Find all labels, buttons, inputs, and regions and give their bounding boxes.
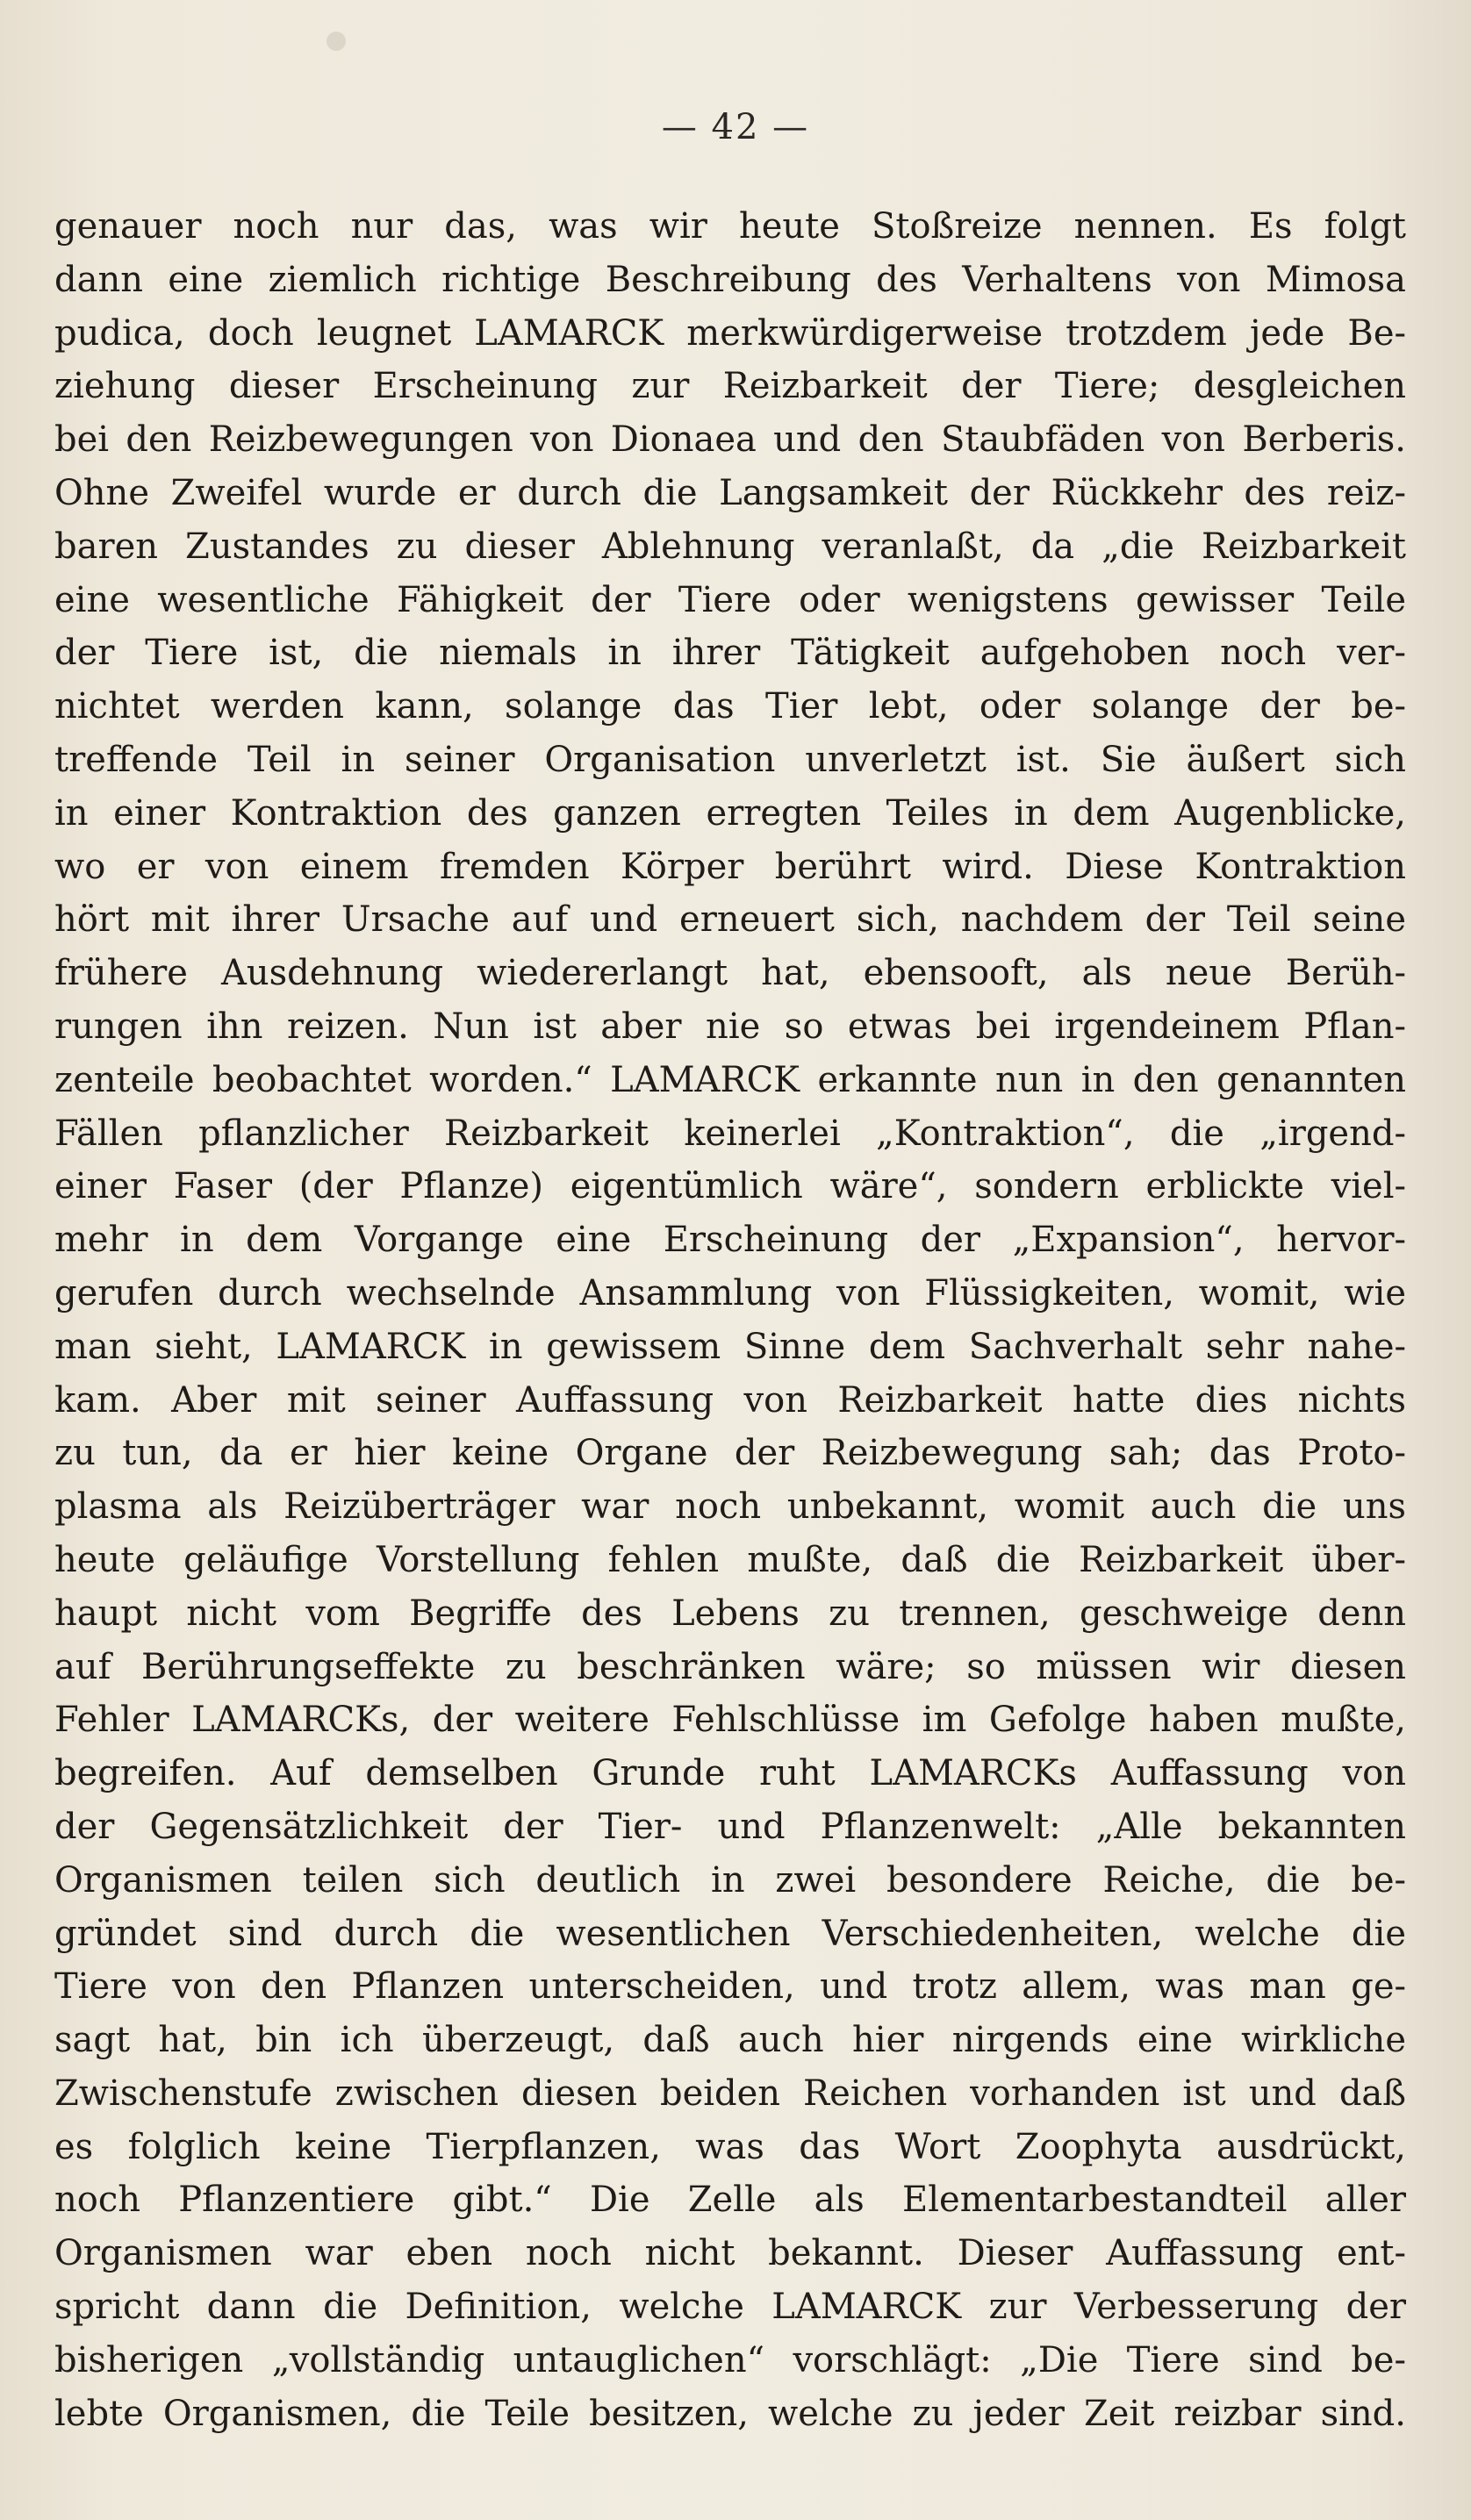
text-line: Zwischenstufe zwischen diesen beiden Reichen vorhanden ist und daß	[54, 2073, 1406, 2114]
body-text	[54, 200, 1406, 2440]
text-line: Fehler LAMARCKs, der weitere Fehlschlüsse im Gefolge haben mußte,	[54, 1700, 1406, 1741]
text-line: nichtet werden kann, solange das Tier lebt, oder solange der be-	[54, 686, 1406, 727]
text-line: Organismen teilen sich deutlich in zwei besondere Reiche, die be-	[54, 1859, 1406, 1901]
text-line: rungen ihn reizen. Nun ist aber nie so etwas bei irgendeinem Pflan-	[54, 1006, 1406, 1047]
text-line: genauer noch nur das, was wir heute Stoßreize nennen. Es folgt	[54, 206, 1406, 247]
text-line: der Gegensätzlichkeit der Tier- und Pflanzenwelt: „Alle bekannten	[54, 1806, 1406, 1847]
text-line: dann eine ziemlich richtige Beschreibung des Verhaltens von Mimosa	[54, 259, 1406, 300]
text-line: der Tiere ist, die niemals in ihrer Tätigkeit aufgehoben noch ver-	[54, 633, 1406, 674]
text-line: bisherigen „vollständig untauglichen“ vorschlägt: „Die Tiere sind be-	[54, 2339, 1406, 2380]
text-line: mehr in dem Vorgange eine Erscheinung der „Expansion“, hervor-	[54, 1220, 1406, 1261]
text-line: zu tun, da er hier keine Organe der Reizbewegung sah; das Proto-	[54, 1433, 1406, 1474]
text-line: kam. Aber mit seiner Auffassung von Reizbarkeit hatte dies nichts	[54, 1379, 1406, 1421]
text-line: gerufen durch wechselnde Ansammlung von Flüssigkeiten, womit, wie	[54, 1272, 1406, 1314]
text-line: treffende Teil in seiner Organisation unverletzt ist. Sie äußert sich	[54, 739, 1406, 780]
text-line: begreifen. Auf demselben Grunde ruht LAMARCKs Auffassung von	[54, 1753, 1406, 1794]
text-line: man sieht, LAMARCK in gewissem Sinne dem Sachverhalt sehr nahe-	[54, 1326, 1406, 1367]
text-line: auf Berührungseffekte zu beschränken wäre; so müssen wir diesen	[54, 1646, 1406, 1687]
page-number: — 42 —	[661, 107, 810, 147]
paper-spot	[326, 32, 346, 51]
text-line: wo er von einem fremden Körper berührt wird. Diese Kontraktion	[54, 846, 1406, 887]
text-line: eine wesentliche Fähigkeit der Tiere oder wenigstens gewisser Teile	[54, 579, 1406, 620]
text-line: lebte Organismen, die Teile besitzen, welche zu jeder Zeit reizbar sind.	[54, 2393, 1406, 2434]
text-line: Organismen war eben noch nicht bekannt. Dieser Auffassung ent-	[54, 2233, 1406, 2274]
text-line: in einer Kontraktion des ganzen erregten Teiles in dem Augenblicke,	[54, 792, 1406, 834]
text-line: Ohne Zweifel wurde er durch die Langsamkeit der Rückkehr des reiz-	[54, 472, 1406, 513]
text-line: gründet sind durch die wesentlichen Verschiedenheiten, welche die	[54, 1913, 1406, 1954]
text-line: hört mit ihrer Ursache auf und erneuert sich, nachdem der Teil seine	[54, 899, 1406, 941]
text-line: sagt hat, bin ich überzeugt, daß auch hier nirgends eine wirkliche	[54, 2020, 1406, 2061]
text-line: frühere Ausdehnung wiedererlangt hat, ebensooft, als neue Berüh-	[54, 953, 1406, 994]
text-line: bei den Reizbewegungen von Dionaea und den Staubfäden von Berberis.	[54, 419, 1406, 461]
text-line: einer Faser (der Pflanze) eigentümlich wäre“, sondern erblickte viel-	[54, 1166, 1406, 1207]
text-line: Tiere von den Pflanzen unterscheiden, und trotz allem, was man ge-	[54, 1966, 1406, 2008]
text-line: haupt nicht vom Begriffe des Lebens zu trennen, geschweige denn	[54, 1593, 1406, 1634]
text-line: baren Zustandes zu dieser Ablehnung veranlaßt, da „die Reizbarkeit	[54, 526, 1406, 567]
text-line: pudica, doch leugnet LAMARCK merkwürdigerweise trotzdem jede Be-	[54, 312, 1406, 354]
text-line: zenteile beobachtet worden.“ LAMARCK erkannte nun in den genannten	[54, 1059, 1406, 1100]
text-line: heute geläufige Vorstellung fehlen mußte, daß die Reizbarkeit über-	[54, 1539, 1406, 1580]
text-line: ziehung dieser Erscheinung zur Reizbarkeit der Tiere; desgleichen	[54, 366, 1406, 407]
text-line: plasma als Reizüberträger war noch unbekannt, womit auch die uns	[54, 1486, 1406, 1528]
text-line: noch Pflanzentiere gibt.“ Die Zelle als Elementarbestandteil aller	[54, 2180, 1406, 2221]
text-line: Fällen pflanzlicher Reizbarkeit keinerlei „Kontraktion“, die „irgend-	[54, 1113, 1406, 1154]
text-line: es folglich keine Tierpflanzen, was das Wort Zoophyta ausdrückt,	[54, 2126, 1406, 2167]
text-line: spricht dann die Definition, welche LAMARCK zur Verbesserung der	[54, 2287, 1406, 2328]
